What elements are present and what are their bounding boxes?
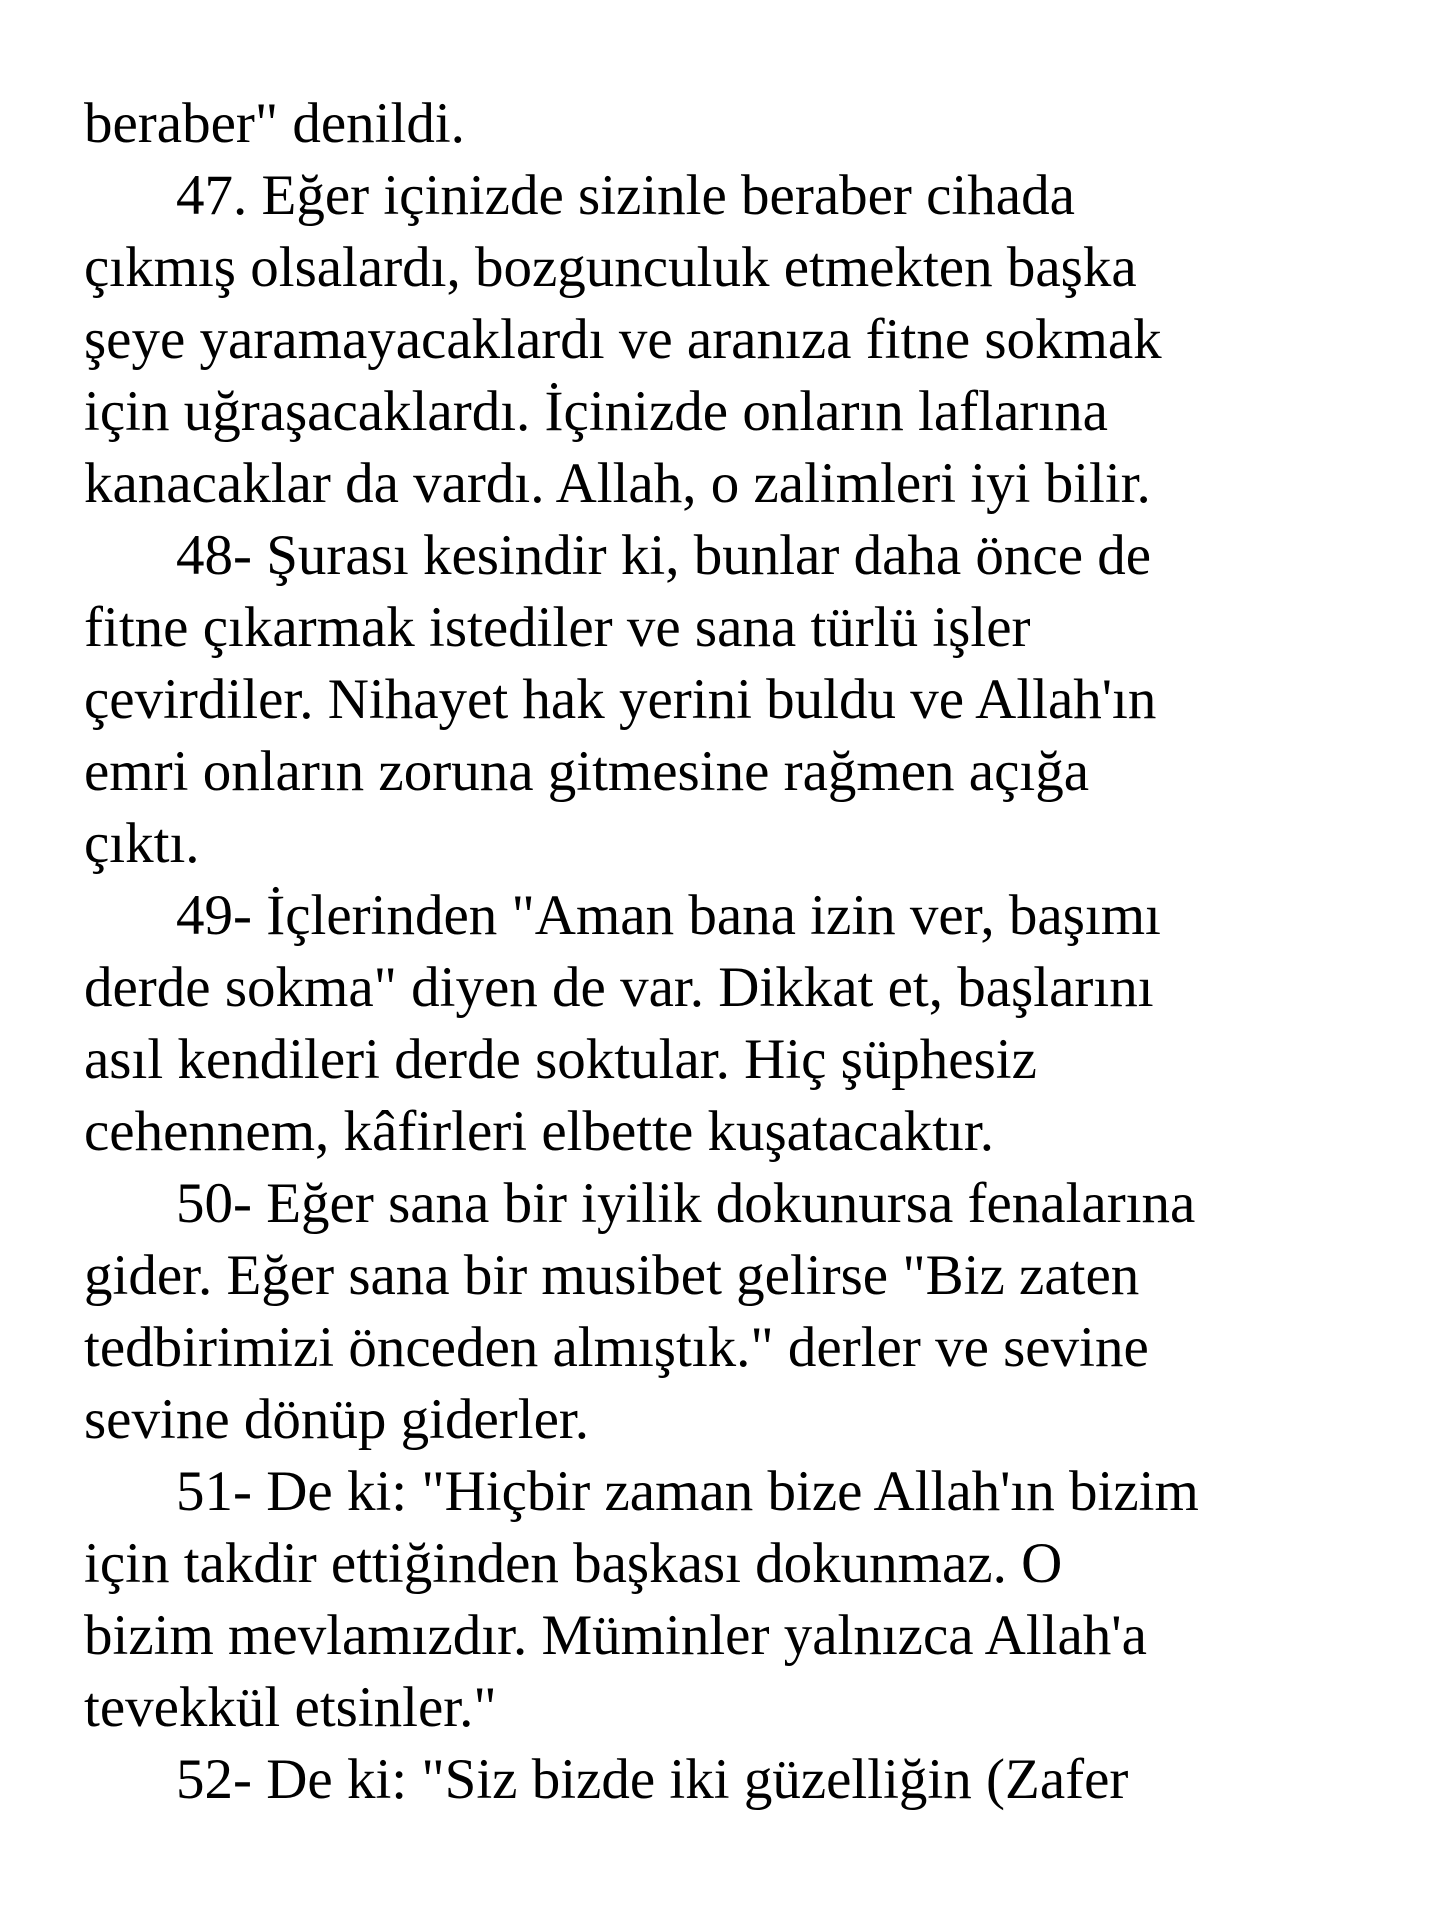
text-line: çıkmış olsalardı, bozgunculuk etmekten başka	[84, 236, 1137, 299]
text-line: derde sokma" diyen de var. Dikkat et, başlarını	[84, 956, 1154, 1019]
text-line: bizim mevlamızdır. Müminler yalnızca Allah'a	[84, 1604, 1147, 1667]
text-line: için uğraşacaklardı. İçinizde onların laflarına	[84, 380, 1108, 443]
verse-49-start: 49- İçlerinden "Aman bana izin ver, başımı	[176, 884, 1161, 947]
text-line: çıktı.	[84, 812, 200, 875]
text-line: için takdir ettiğinden başkası dokunmaz. O	[84, 1532, 1063, 1595]
verse-51-start: 51- De ki: "Hiçbir zaman bize Allah'ın bizim	[176, 1460, 1199, 1523]
text-line: tedbirimizi önceden almıştık." derler ve sevine	[84, 1316, 1149, 1379]
text-line: kanacaklar da vardı. Allah, o zalimleri iyi bilir.	[84, 452, 1151, 515]
text-line: şeye yaramayacaklardı ve aranıza fitne sokmak	[84, 308, 1162, 371]
text-line: asıl kendileri derde soktular. Hiç şüphesiz	[84, 1028, 1037, 1091]
verse-52-start: 52- De ki: "Siz bizde iki güzelliğin (Zafer	[176, 1748, 1129, 1811]
text-line: çevirdiler. Nihayet hak yerini buldu ve Allah'ın	[84, 668, 1157, 731]
text-line: tevekkül etsinler."	[84, 1676, 497, 1739]
verse-47-start: 47. Eğer içinizde sizinle beraber cihada	[176, 164, 1075, 227]
text-line: beraber" denildi.	[84, 92, 465, 155]
text-line: sevine dönüp giderler.	[84, 1388, 589, 1451]
text-line: cehennem, kâfirleri elbette kuşatacaktır.	[84, 1100, 994, 1163]
text-line: fitne çıkarmak istediler ve sana türlü işler	[84, 596, 1031, 659]
text-line: gider. Eğer sana bir musibet gelirse "Biz zaten	[84, 1244, 1140, 1307]
text-line: emri onların zoruna gitmesine rağmen açığa	[84, 740, 1090, 803]
verse-48-start: 48- Şurası kesindir ki, bunlar daha önce de	[176, 524, 1152, 587]
verse-50-start: 50- Eğer sana bir iyilik dokunursa fenalarına	[176, 1172, 1196, 1235]
